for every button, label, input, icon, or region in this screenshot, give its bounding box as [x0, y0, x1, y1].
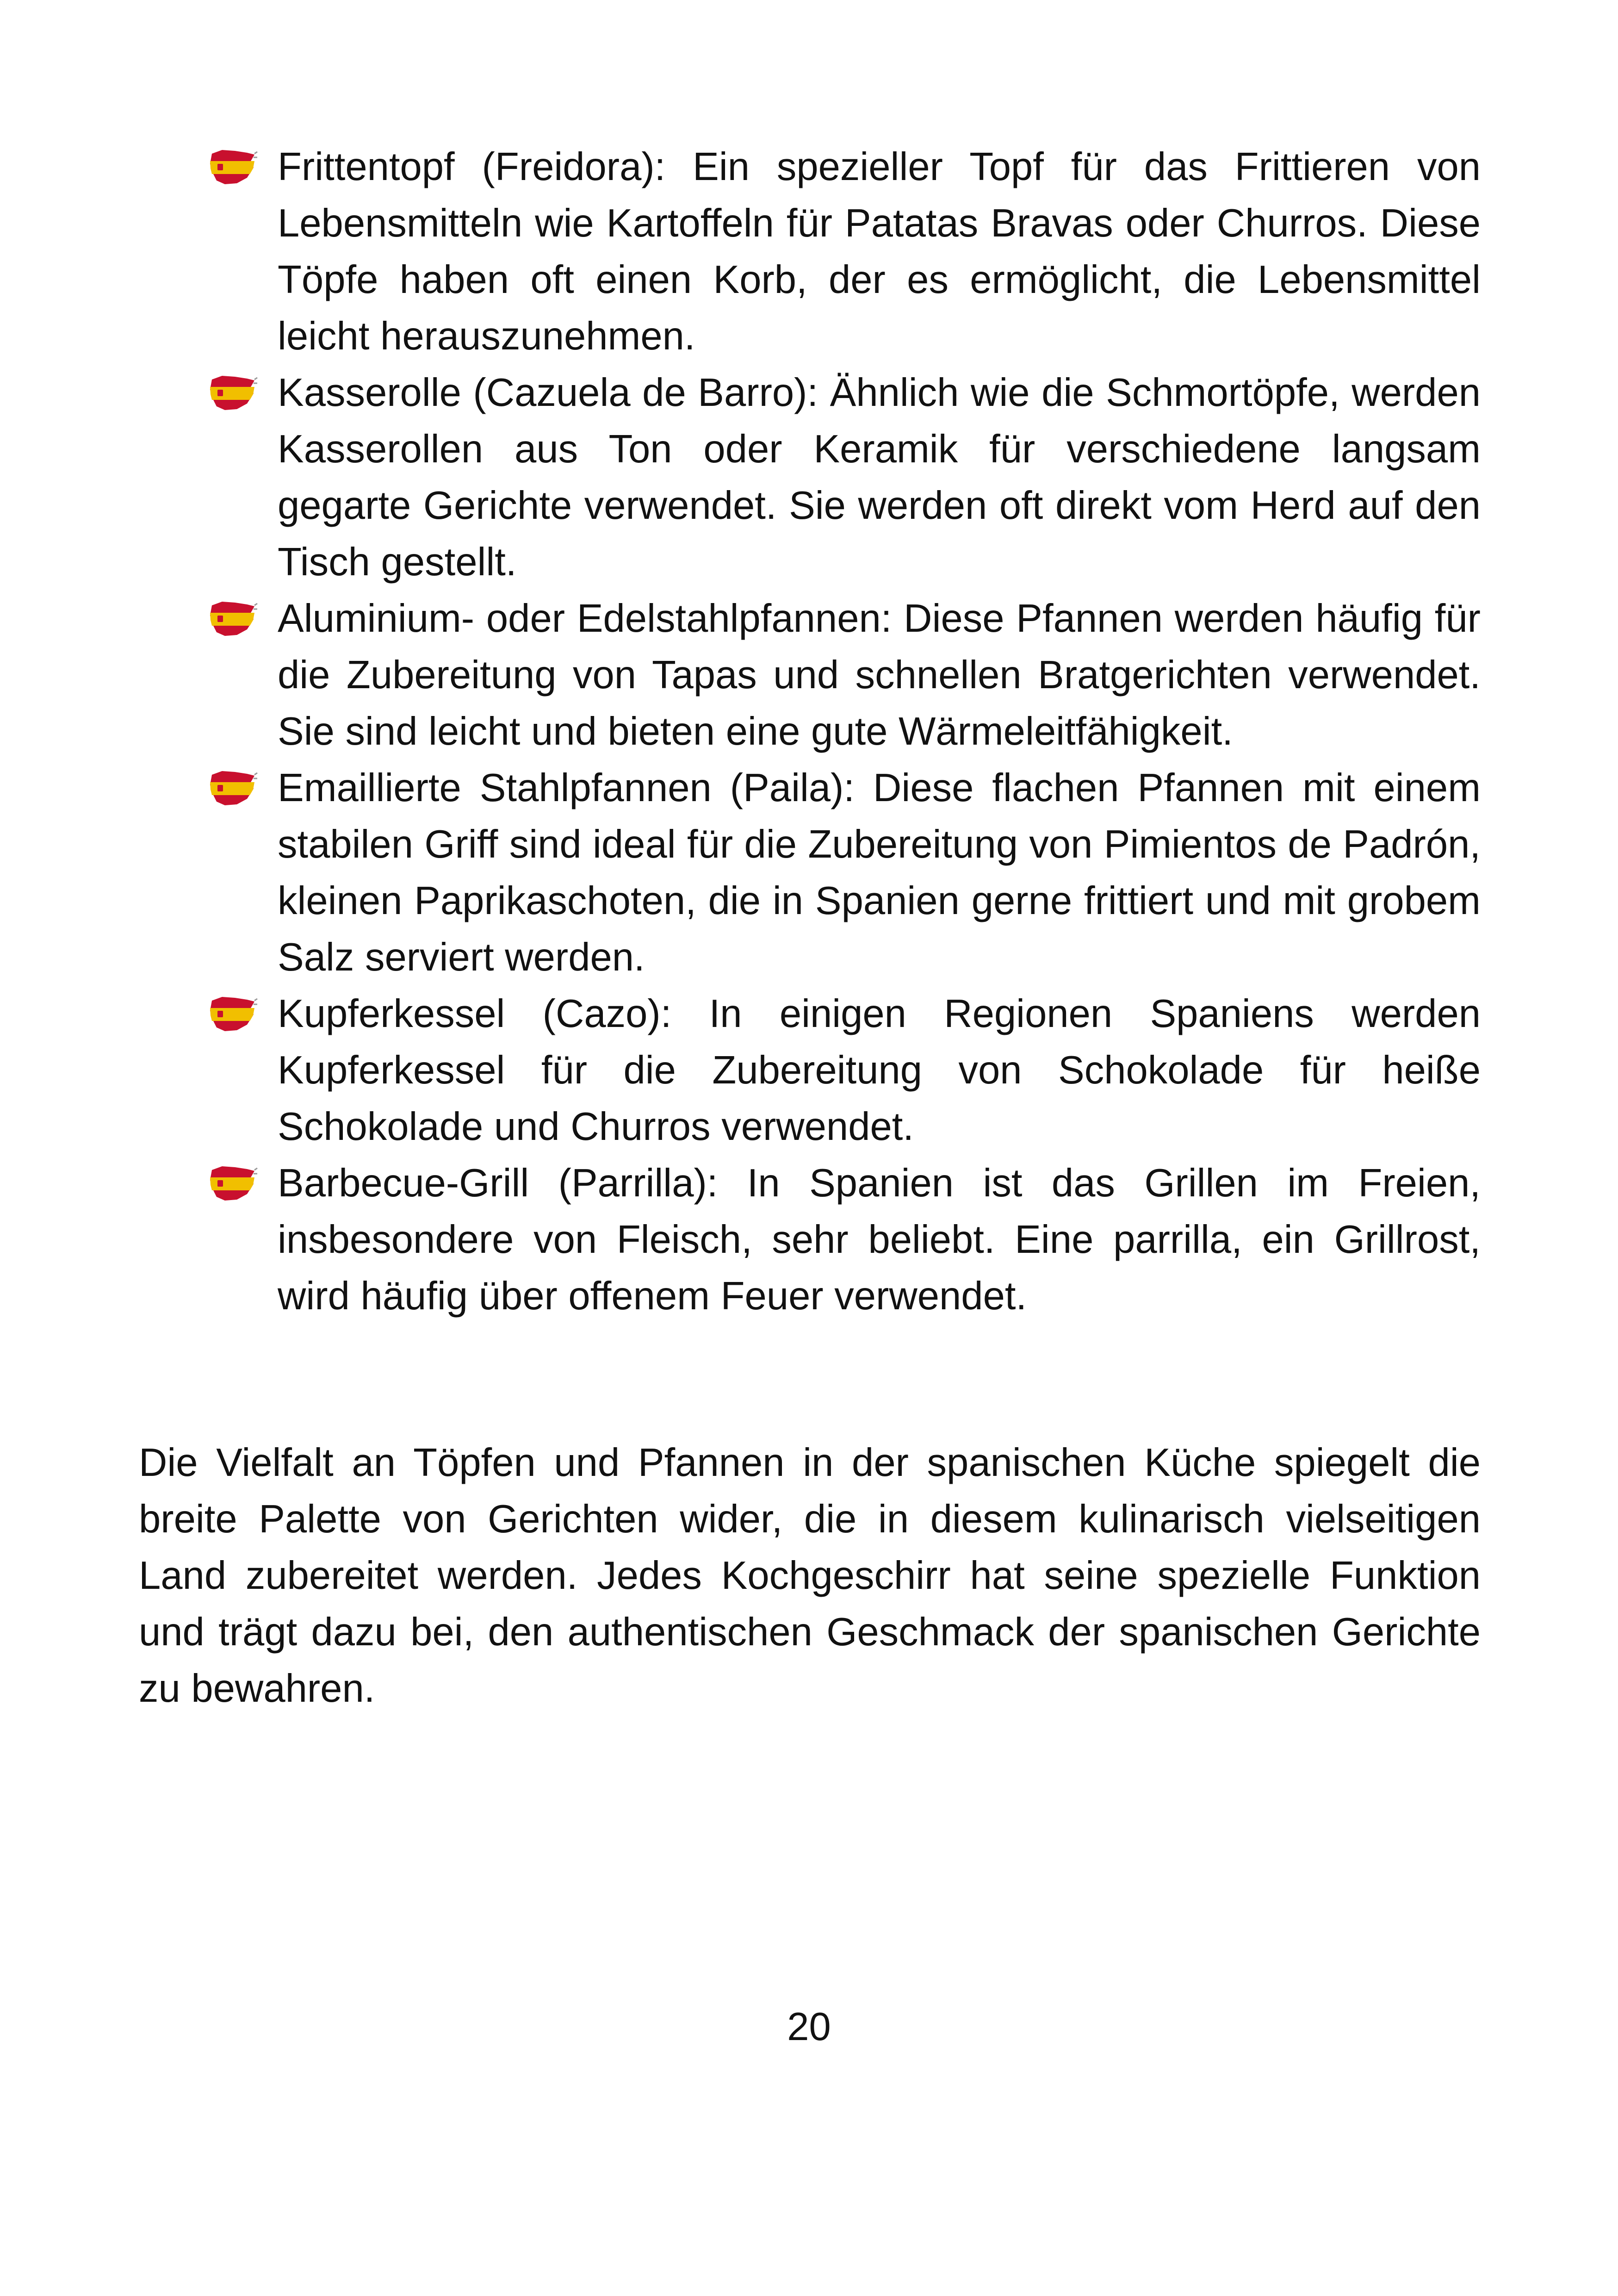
list-item-text: Kasserolle (Cazuela de Barro): Ähnlich wie die Schmortöpfe, werden Kasserollen aus Ton oder Keramik für verschiedene langsam gegarte Gerichte verwendet. Sie werden oft direkt vom Herd auf den Tisch gestellt.	[278, 371, 1481, 584]
list-item	[204, 760, 1481, 986]
list-item	[204, 591, 1481, 760]
spain-map-flag-icon	[208, 599, 258, 638]
list-item-text: Emaillierte Stahlpfannen (Paila): Diese flachen Pfannen mit einem stabilen Griff sind ideal für die Zubereitung von Pimientos de Padrón, kleinen Paprikaschoten, die in Spanien gerne frittiert und mit grobem Salz serviert werden.	[278, 766, 1481, 979]
list-item-text: Aluminium- oder Edelstahlpfannen: Diese Pfannen werden häufig für die Zubereitung von Tapas und schnellen Bratgerichten verwendet. Sie sind leicht und bieten eine gute Wärmeleitfähigkeit.	[278, 597, 1481, 753]
list-item	[204, 1155, 1481, 1325]
list-item-text: Frittentopf (Freidora): Ein spezieller Topf für das Frittieren von Lebensmitteln wie Kartoffeln für Patatas Bravas oder Churros. Diese Töpfe haben oft einen Korb, der es ermöglicht, die Lebensmittel leicht herauszunehmen.	[278, 145, 1481, 358]
list-item	[204, 986, 1481, 1155]
list-item-text: Kupferkessel (Cazo): In einigen Regionen Spaniens werden Kupferkessel für die Zubereitung von Schokolade für heiße Schokolade und Churros verwendet.	[278, 992, 1481, 1149]
list-item	[204, 365, 1481, 591]
list-item	[204, 139, 1481, 365]
spain-map-flag-icon	[208, 768, 258, 807]
spain-map-flag-icon	[208, 994, 258, 1033]
spain-map-flag-icon	[208, 1164, 258, 1202]
spain-map-flag-icon	[208, 147, 258, 186]
closing-paragraph: Die Vielfalt an Töpfen und Pfannen in der spanischen Küche spiegelt die breite Palette von Gerichten wider, die in diesem kulinarisch vielseitigen Land zubereitet werden. Jedes Kochgeschirr hat seine spezielle Funktion und trägt dazu bei, den authentischen Geschmack der spanischen Gerichte zu bewahren.	[139, 1441, 1481, 1711]
spain-map-flag-icon	[208, 373, 258, 412]
list-item-text: Barbecue-Grill (Parrilla): In Spanien ist das Grillen im Freien, insbesondere von Fleisch, sehr beliebt. Eine parrilla, ein Grillrost, wird häufig über offenem Feuer verwendet.	[278, 1161, 1481, 1318]
page-number: 20	[787, 2005, 831, 2049]
cookware-list	[204, 139, 1481, 1325]
